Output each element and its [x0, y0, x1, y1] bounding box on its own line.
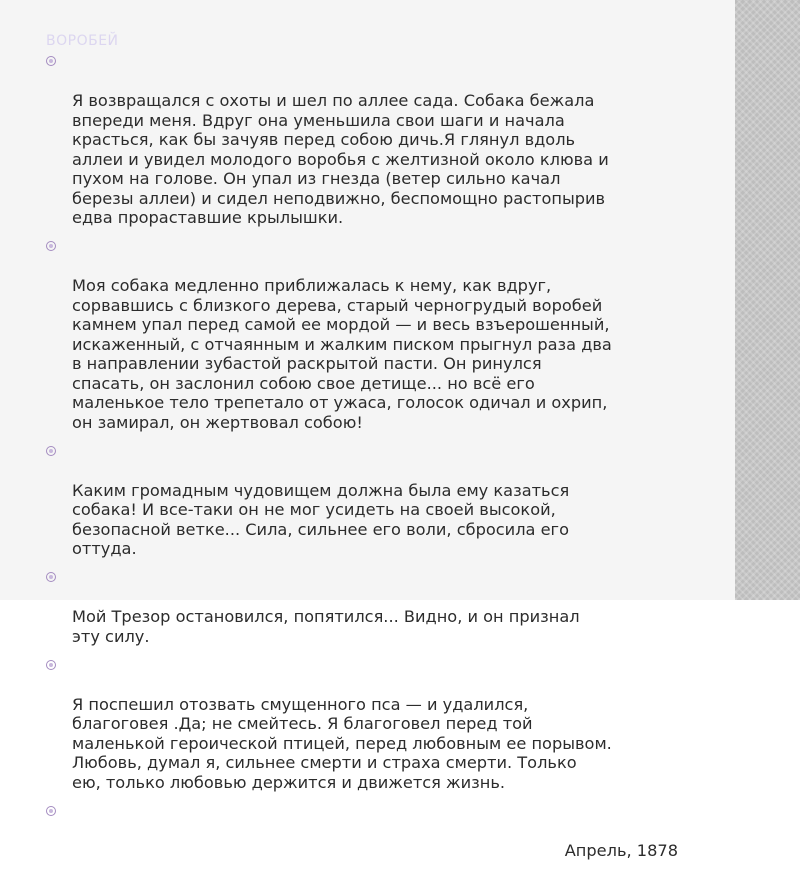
paragraph-text: Я возвращался с охоты и шел по аллее сада. Собака бежала впереди меня. Вдруг она уменьшила свои шаги и начала красться, как бы зачуяв перед собою дичь.Я глянул вдоль аллеи и увидел молодого воробья с желтизной около клюва и пухом на голове. Он упал из гнезда (ветер сильно качал березы аллеи) и сидел неподвижно, беспомощно растопырив едва прораставшие крылышки.: [72, 91, 609, 227]
ring-bullet-icon: [46, 806, 56, 816]
ring-bullet-icon: [46, 572, 56, 582]
ring-bullet-icon: [46, 56, 56, 66]
slide-title: ВОРОБЕЙ: [46, 33, 119, 49]
paragraph-text: Я поспешил отозвать смущенного пса — и удалился, благоговея .Да; не смейтесь. Я благоговел перед той маленькой героической птицей, перед любовным ее порывом. Любовь, думал я, сильнее смерти и страха смерти. Только ею, только любовью держится и движется жизнь.: [72, 694, 612, 792]
paragraph-5: [46, 656, 686, 793]
paragraph-text: Моя собака медленно приближалась к нему, как вдруг, сорвавшись с близкого дерева, старый черногрудый воробей камнем упал перед самой ее мордой — и весь взъерошенный, искаженный, с отчаянным и жалким писком прыгнул раза два в направлении зубастой раскрытой пасти. Он ринулся спасать, он заслонил собою свое детище... но всё его маленькое тело трепетало от ужаса, голосок одичал и охрип, он замирал, он жертвовал собою!: [72, 276, 612, 432]
paragraph-text: Каким громадным чудовищем должна была ему казаться собака! И все-таки он не мог усидеть на своей высокой, безопасной ветке... Сила, сильнее его воли, сбросила его оттуда.: [72, 480, 570, 558]
paragraph-1: [46, 52, 686, 228]
ring-bullet-icon: [46, 446, 56, 456]
ring-bullet-icon: [46, 660, 56, 670]
signature-line: [46, 802, 686, 861]
decorative-side-band: [735, 0, 800, 600]
paragraph-2: [46, 237, 686, 432]
paragraph-3: [46, 442, 686, 559]
paragraph-text: Мой Трезор остановился, попятился... Видно, и он признал эту силу.: [72, 607, 580, 646]
signature-date: Апрель, 1878: [564, 840, 678, 860]
paragraph-4: [46, 568, 686, 646]
ring-bullet-icon: [46, 241, 56, 251]
text-body: [46, 52, 686, 870]
